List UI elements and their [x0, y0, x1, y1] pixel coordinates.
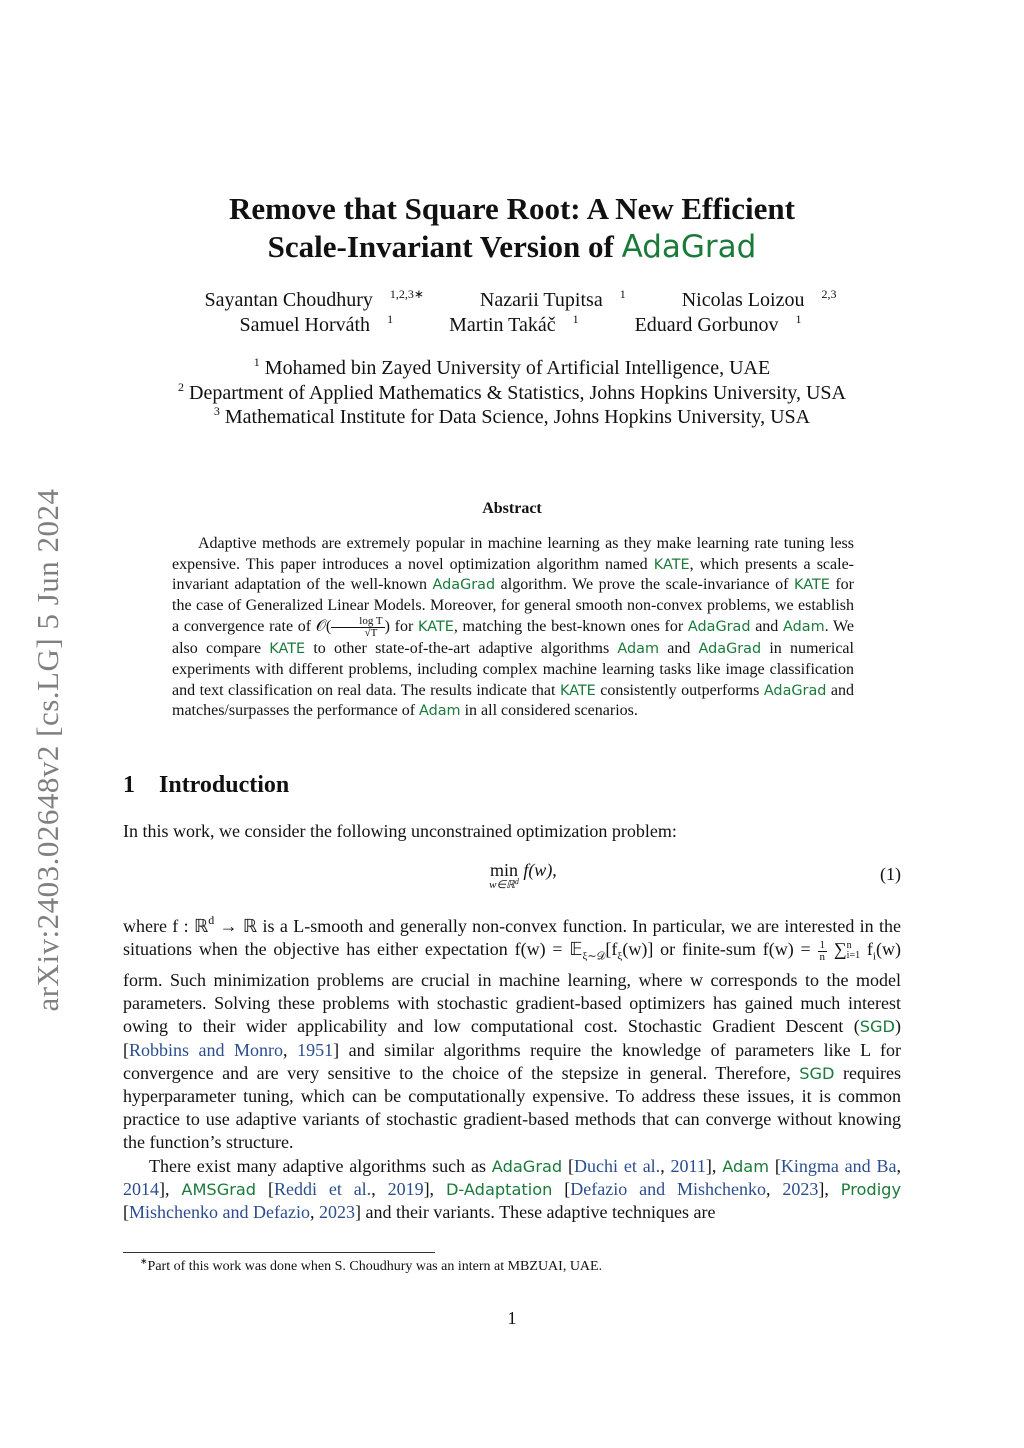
section-number: 1 — [123, 772, 135, 798]
intro-paragraph-3: There exist many adaptive algorithms such as AdaGrad [Duchi et al., 2011], Adam [Kingma and Ba, 2014], AMSGrad [Reddi et al., 2019], D-Adaptation [Defazio and Mishchenko, 2023], Prodigy [Mishchenko and Defazio, 2023] and their variants. These adaptive techniques are — [123, 1155, 902, 1223]
method-link-d-adaptation[interactable]: D-Adaptation — [445, 1179, 553, 1199]
method-link-adagrad[interactable]: AdaGrad — [491, 1156, 563, 1176]
author: Samuel Horváth $^1$ — [239, 312, 394, 336]
citation-link[interactable]: Duchi et al. — [574, 1155, 661, 1176]
title-line-2: Scale-Invariant Version of AdaGrad — [267, 229, 757, 265]
page-number: 1 — [507, 1308, 517, 1328]
method-link-kate[interactable]: KATE — [418, 619, 454, 636]
paper-title — [0, 190, 1024, 266]
section-heading — [123, 772, 289, 799]
method-link-amsgrad[interactable]: AMSGrad — [181, 1179, 257, 1199]
author: Sayantan Choudhury $^{1,2,3∗}$ — [204, 287, 424, 311]
method-link-prodigy[interactable]: Prodigy — [840, 1179, 902, 1199]
equation-body: min w∈ℝ$^d$ f(w), — [489, 860, 557, 891]
citation-year-link[interactable]: 1951 — [297, 1039, 334, 1060]
citation-year-link[interactable]: 2023 — [318, 1202, 355, 1223]
method-link-sgd[interactable]: SGD — [799, 1063, 835, 1083]
method-link-adam[interactable]: Adam — [722, 1156, 769, 1176]
abstract-body: Adaptive methods are extremely popular in machine learning as they make learning rate tuning less expensive. This paper introduces a novel optimization algorithm named KATE, which presents a scale-invariant adaptation of the well-known AdaGrad algorithm. We prove the scale-invariance of KATE for the case of Generalized Linear Models. Moreover, for general smooth non-convex problems, we establish a convergence rate of 𝒪( $\frac{\text{log T}}{√T}$ ) for KATE, matching the best-known ones for AdaGrad and Adam. We also compare KATE to other state-of-the-art adaptive algorithms Adam and AdaGrad in numerical experiments with different problems, including complex machine learning tasks like image classification and text classification on real data. The results indicate that KATE consistently outperforms AdaGrad and matches/surpasses the performance of Adam in all considered scenarios. — [172, 535, 855, 720]
citation-year-link[interactable]: 2023 — [782, 1178, 819, 1199]
author: Nicolas Loizou $^{2,3}$ — [681, 287, 837, 311]
author-row-1 — [0, 288, 1024, 313]
method-link-adam[interactable]: Adam — [783, 619, 825, 636]
one-over-n-fraction: $\frac{1}{n}$ — [819, 938, 826, 963]
author: Eduard Gorbunov $^1$ — [634, 312, 802, 336]
affiliations — [0, 356, 1024, 430]
footnote: ∗Part of this work was done when S. Choudhury was an intern at MBZUAI, UAE. — [140, 1256, 603, 1274]
method-link-kate[interactable]: KATE — [269, 641, 306, 658]
affiliation: $^3$ Mathematical Institute for Data Science, Johns Hopkins University, USA — [213, 404, 811, 428]
method-link-kate[interactable]: KATE — [794, 577, 830, 594]
citation-link[interactable]: Mishchenko and Defazio — [129, 1202, 310, 1223]
method-link-adagrad[interactable]: AdaGrad — [687, 619, 751, 636]
author-row-2 — [0, 313, 1024, 338]
method-link-adam[interactable]: Adam — [419, 703, 461, 720]
affiliation: $^1$ Mohamed bin Zayed University of Artificial Intelligence, UAE — [253, 355, 771, 379]
intro-body — [123, 915, 901, 1224]
rate-fraction: $\frac{\text{log T}}{√T}$ — [331, 616, 384, 639]
method-link-kate[interactable]: KATE — [653, 556, 690, 573]
citation-year-link[interactable]: 2019 — [387, 1178, 424, 1199]
citation-link[interactable]: Reddi et al. — [273, 1178, 372, 1199]
method-link-adagrad[interactable]: AdaGrad — [763, 682, 827, 699]
equation-label: (1) — [880, 864, 901, 884]
citation-year-link[interactable]: 2014 — [123, 1178, 159, 1199]
section-title: Introduction — [159, 772, 290, 798]
method-link-sgd[interactable]: SGD — [859, 1017, 895, 1037]
citation-link[interactable]: Defazio and Mishchenko — [570, 1178, 766, 1199]
citation-link[interactable]: Robbins and Monro — [129, 1039, 284, 1060]
title-method-name: AdaGrad — [621, 229, 757, 265]
method-link-adagrad[interactable]: AdaGrad — [698, 641, 762, 658]
intro-paragraph-1: In this work, we consider the following unconstrained optimization problem: — [123, 821, 677, 841]
author-list — [0, 288, 1024, 338]
title-line-1: Remove that Square Root: A New Efficient — [229, 191, 795, 226]
intro-paragraph-2: where f : ℝ$^d$ → ℝ is a L-smooth and generally non-convex function. In particular, we are interested in the situations when the objective has either expectation $f(w) = 𝔼_{\xi\sim 𝒟}[f_\xi(w)]$ or finite-sum f(w) = $\frac{1}{n}$ ∑ n i=1 $f_i(w)$ form. Such minimization problems are crucial in machine learning, where w corresponds to the model parameters. Solving these problems with stochastic gradient-based optimizers has gained much interest owing to their wider applicability and low computational cost. Stochastic Gradient Descent (SGD) [Robbins and Monro, 1951] and similar algorithms require the knowledge of parameters like L for convergence and are very sensitive to the choice of the stepsize in general. Therefore, SGD requires hyperparameter tuning, which can be computationally expensive. To address these issues, it is common practice to use adaptive variants of stochastic gradient-based methods that can converge without knowing the function’s structure. — [123, 913, 901, 1153]
affiliation: $^2$ Department of Applied Mathematics & Statistics, Johns Hopkins University, USA — [178, 379, 846, 404]
author: Nazarii Tupitsa $^1$ — [479, 287, 626, 311]
author: Martin Takáč $^1$ — [449, 312, 579, 336]
arxiv-identifier: arXiv:2403.02648v2 [cs.LG] 5 Jun 2024 — [30, 488, 65, 1012]
citation-year-link[interactable]: 2011 — [670, 1155, 706, 1176]
method-link-adagrad[interactable]: AdaGrad — [432, 577, 496, 594]
equation-1 — [123, 860, 901, 900]
abstract-heading: Abstract — [482, 500, 542, 517]
method-link-kate[interactable]: KATE — [559, 682, 596, 699]
footnote-rule — [123, 1252, 435, 1253]
method-link-adam[interactable]: Adam — [617, 641, 659, 658]
citation-link[interactable]: Kingma and Ba — [780, 1155, 897, 1176]
